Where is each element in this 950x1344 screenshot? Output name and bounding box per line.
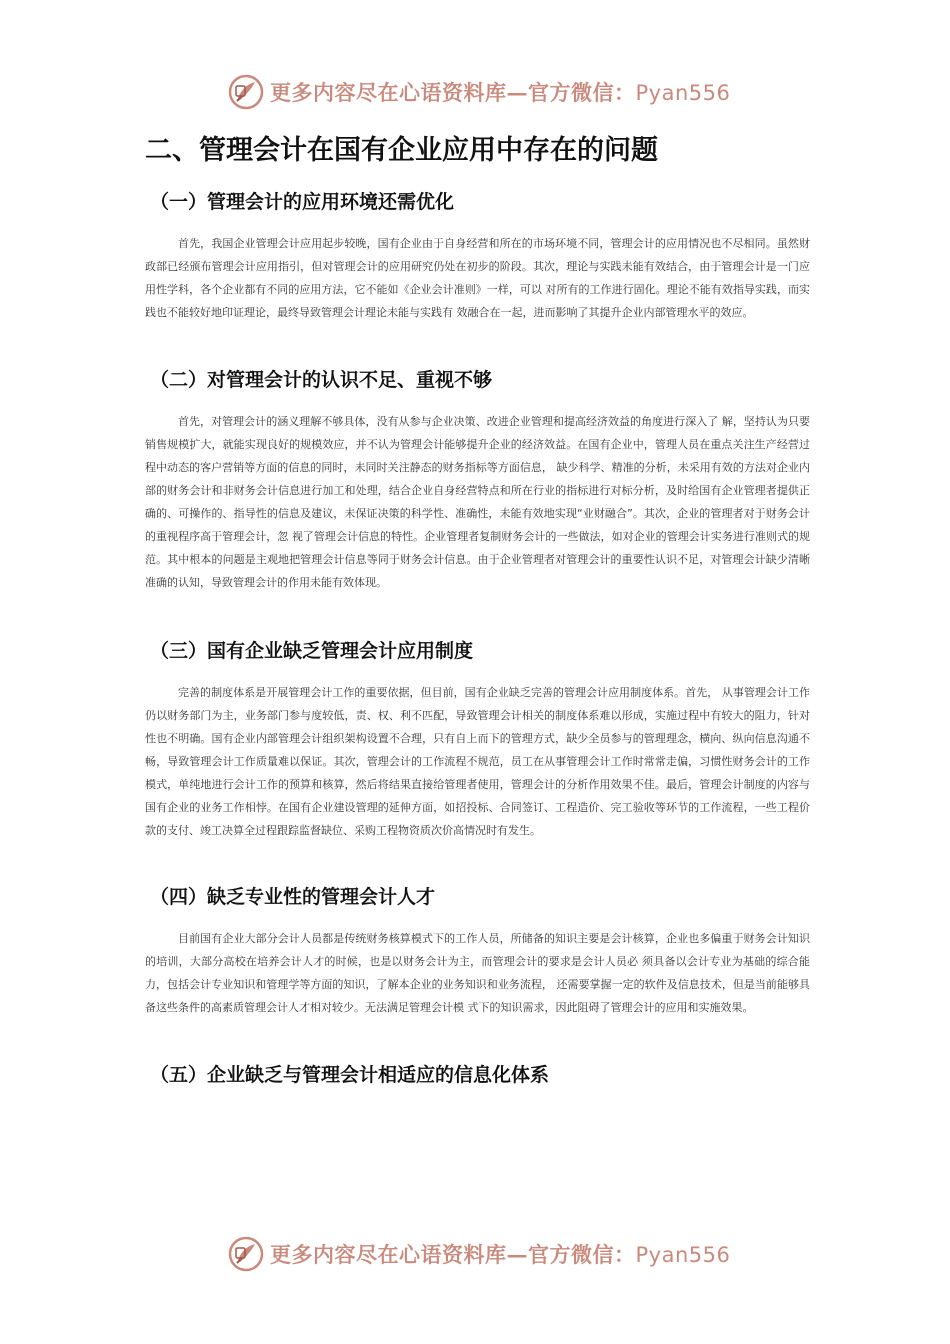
- page-title: 二、管理会计在国有企业应用中存在的问题: [145, 135, 658, 166]
- section-heading-4: （四）缺乏专业性的管理会计人才: [150, 886, 436, 908]
- section-heading-2: （二）对管理会计的认识不足、重视不够: [150, 369, 493, 391]
- scroll-quill-logo-icon: [228, 74, 264, 110]
- watermark-wechat-id: Pyan556: [635, 81, 731, 105]
- section-heading-1: （一）管理会计的应用环境还需优化: [150, 191, 455, 213]
- footer-watermark: [228, 1234, 748, 1274]
- section-heading-5: （五）企业缺乏与管理会计相适应的信息化体系: [150, 1064, 550, 1086]
- section-body-2: 首先，对管理会计的涵义理解不够具体，没有从参与企业决策、改进企业管理和提高经济效益的角度进行深入了 解，坚持认为只要销售规模扩大，就能实现良好的规模效应，并不认为管理会计能够提升企业的经济效益。在国有企业中，管理人员在重点关注生产经营过程中动态的客户营销等方面的信息的同时，未同时关注静态的财务指标等方面信息， 缺少科学、精准的分析，未采用有效的方法对企业内部的财务会计和非财务会计信息进行加工和处理，结合企业自身经营特点和所在行业的指标进行对标分析，及时给国有企业管理者提供正确的、可操作的、指导性的信息及建议，未保证决策的科学性、准确性，未能有效地实现“业财融合”。其次，企业的管理者对于财务会计的重视程序高于管理会计，忽 视了管理会计信息的特性。企业管理者复制财务会计的一些做法，如对企业的管理会计实务进行准则式的规范。其中根本的问题是主观地把管理会计信息等同于财务会计信息。由于企业管理者对管理会计的重要性认识不足，对管理会计缺少清晰准确的认知，导致管理会计的作用未能有效体现。: [145, 415, 810, 589]
- section-heading-3: （三）国有企业缺乏管理会计应用制度: [150, 640, 474, 662]
- section-body-4: 目前国有企业大部分会计人员都是传统财务核算模式下的工作人员，所储备的知识主要是会计核算，企业也多偏重于财务会计知识的培训，大部分高校在培养会计人才的时候，也是以财务会计为主，而管理会计的要求是会计人员必 须具备以会计专业为基础的综合能力，包括会计专业知识和管理学等方面的知识，了解本企业的业务知识和业务流程， 还需要掌握一定的软件及信息技术，但是当前能够具备这些条件的高素质管理会计人才相对较少。无法满足管理会计模 式下的知识需求，因此阻碍了管理会计的应用和实施效果。: [145, 932, 810, 1014]
- watermark-text: 更多内容尽在心语资料库—官方微信：Pyan556: [270, 1242, 731, 1267]
- watermark-wechat-id: Pyan556: [635, 1243, 731, 1267]
- watermark-text: 更多内容尽在心语资料库—官方微信：Pyan556: [270, 80, 731, 105]
- section-body-3: 完善的制度体系是开展管理会计工作的重要依据，但目前，国有企业缺乏完善的管理会计应用制度体系。首先， 从事管理会计工作仍以财务部门为主，业务部门参与度较低，责、权、利不匹配，导致管理会计相关的制度体系难以形成，实施过程中有较大的阻力，针对性也不明确。国有企业内部管理会计组织架构设置不合理，只有自上而下的管理方式，缺少全员参与的管理理念，横向、纵向信息沟通不畅，导致管理会计工作质量难以保证。其次，管理会计的工作流程不规范，员工在从事管理会计工作时常常走偏，习惯性财务会计的工作模式，单纯地进行会计工作的预算和核算，然后将结果直接给管理者使用，管理会计的分析作用效果不佳。最后，管理会计制度的内容与国有企业的业务工作相悖。在国有企业建设管理的延伸方面，如招投标、合同签订、工程造价、完工验收等环节的工作流程，一些工程价款的支付、竣工决算全过程跟踪监督缺位、采购工程物资质次价高情况时有发生。: [145, 686, 810, 837]
- section-body-1: 首先，我国企业管理会计应用起步较晚，国有企业由于自身经营和所在的市场环境不同，管理会计的应用情况也不尽相同。虽然财政部已经颁布管理会计应用指引，但对管理会计的应用研究仍处在初步的阶段。其次，理论与实践未能有效结合，由于管理会计是一门应用性学科，各个企业都有不同的应用方法，它不能如《企业会计准则》一样，可以 对所有的工作进行固化。理论不能有效指导实践，而实践也不能较好地印证理论，最终导致管理会计理论未能与实践有 效融合在一起，进而影响了其提升企业内部管理水平的效应。: [145, 237, 810, 319]
- scroll-quill-logo-icon: [228, 1236, 264, 1272]
- header-watermark: [228, 72, 748, 112]
